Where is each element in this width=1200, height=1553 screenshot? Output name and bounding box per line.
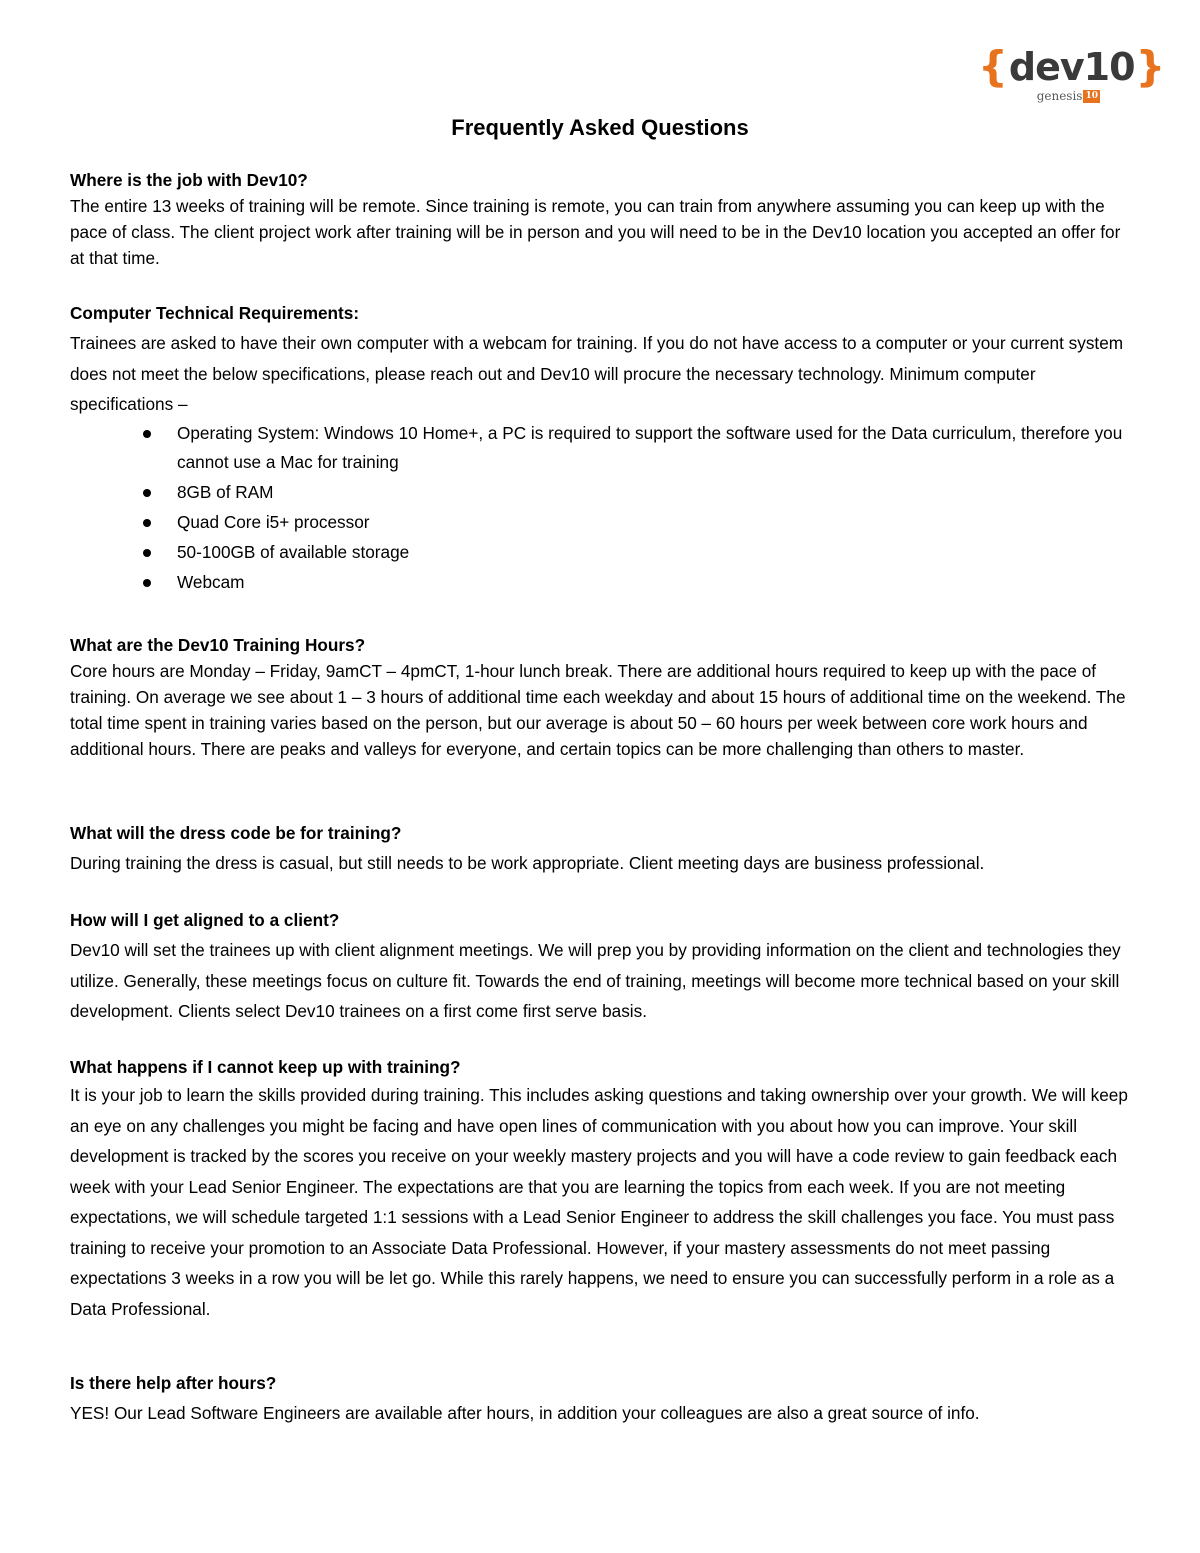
page-title: Frequently Asked Questions: [451, 115, 749, 140]
list-item: 50-100GB of available storage: [70, 538, 1135, 567]
bullet-icon: [143, 519, 151, 527]
bullet-icon: [143, 579, 151, 587]
list-item: Operating System: Windows 10 Home+, a PC is required to support the software used for the Data curriculum, therefore you cannot use a Mac for training: [70, 419, 1135, 477]
section-heading: What will the dress code be for training?: [70, 823, 402, 843]
faq-section-dress-code: [70, 820, 1135, 876]
logo-open-brace: {: [978, 42, 1008, 91]
logo-word: dev10: [1008, 45, 1135, 89]
faq-section-training-hours: [70, 632, 1135, 762]
faq-section-tech-requirements: [70, 300, 1135, 420]
bullet-icon: [143, 430, 151, 438]
list-item: Webcam: [70, 568, 1135, 597]
section-heading: Computer Technical Requirements:: [70, 303, 360, 323]
faq-section-job-location: [70, 167, 1135, 271]
section-body: Core hours are Monday – Friday, 9amCT – 4pmCT, 1-hour lunch break. There are additional hours required to keep up with the pace of training. On average we see about 1 – 3 hours of additional time each weekday and about 15 hours of additional time on the weekend. The total time spent in training varies based on the person, but our average is about 50 – 60 hours per week between core work hours and additional hours. There are peaks and valleys for everyone, and certain topics can be more challenging than others to master.: [70, 661, 1126, 759]
logo-subbrand: [1037, 89, 1100, 103]
section-heading: Is there help after hours?: [70, 1373, 277, 1393]
logo-close-brace: }: [1135, 42, 1166, 91]
bullet-icon: [143, 549, 151, 557]
section-body: YES! Our Lead Software Engineers are available after hours, in addition your colleagues are also a great source of info.: [70, 1403, 980, 1423]
section-heading: What happens if I cannot keep up with training?: [70, 1057, 461, 1077]
list-item: 8GB of RAM: [70, 478, 1135, 507]
section-heading: How will I get aligned to a client?: [70, 910, 340, 930]
section-body: It is your job to learn the skills provided during training. This includes asking questions and taking ownership over your growth. We will keep an eye on any challenges you might be facing and have open lines of communication with you about how you can improve. Your skill development is tracked by the scores you receive on your weekly mastery projects and you will have a code review to gain feedback each week with your Lead Senior Engineer. The expectations are that you are learning the topics from each week. If you are not meeting expectations, we will schedule targeted 1:1 sessions with a Lead Senior Engineer to address the skill challenges you face. You must pass training to receive your promotion to an Associate Data Professional. However, if your mastery assessments do not meet passing expectations 3 weeks in a row you will be let go. While this rarely happens, we need to ensure you can successfully perform in a role as a Data Professional.: [70, 1085, 1128, 1319]
section-body: The entire 13 weeks of training will be remote. Since training is remote, you can train from anywhere assuming you can keep up with the pace of class. The client project work after training will be in person and you will need to be in the Dev10 location you accepted an offer for at that time.: [70, 196, 1121, 268]
section-body: Dev10 will set the trainees up with client alignment meetings. We will prep you by providing information on the client and technologies they utilize. Generally, these meetings focus on culture fit. Towards the end of training, meetings will become more technical based on your skill development. Clients select Dev10 trainees on a first come first serve basis.: [70, 940, 1121, 1021]
logo-sub-word: genesis: [1036, 89, 1083, 103]
faq-section-keep-up: [70, 1054, 1135, 1324]
bullet-icon: [143, 489, 151, 497]
section-body: During training the dress is casual, but still needs to be work appropriate. Client meeting days are business professional.: [70, 853, 985, 873]
section-heading: Where is the job with Dev10?: [70, 170, 308, 190]
faq-section-client-alignment: [70, 907, 1135, 1027]
dev10-logo: [978, 42, 1166, 109]
faq-section-after-hours: [70, 1370, 1135, 1426]
section-body: Trainees are asked to have their own computer with a webcam for training. If you do not have access to a computer or your current system does not meet the below specifications, please reach out and Dev10 will procure the necessary technology. Minimum computer specifications –: [70, 333, 1124, 414]
section-heading: What are the Dev10 Training Hours?: [70, 635, 366, 655]
requirements-list: [70, 419, 1135, 598]
list-item: Quad Core i5+ processor: [70, 508, 1135, 537]
logo-sub-badge: 10: [1085, 90, 1098, 101]
logo-wordmark: [978, 42, 1166, 91]
